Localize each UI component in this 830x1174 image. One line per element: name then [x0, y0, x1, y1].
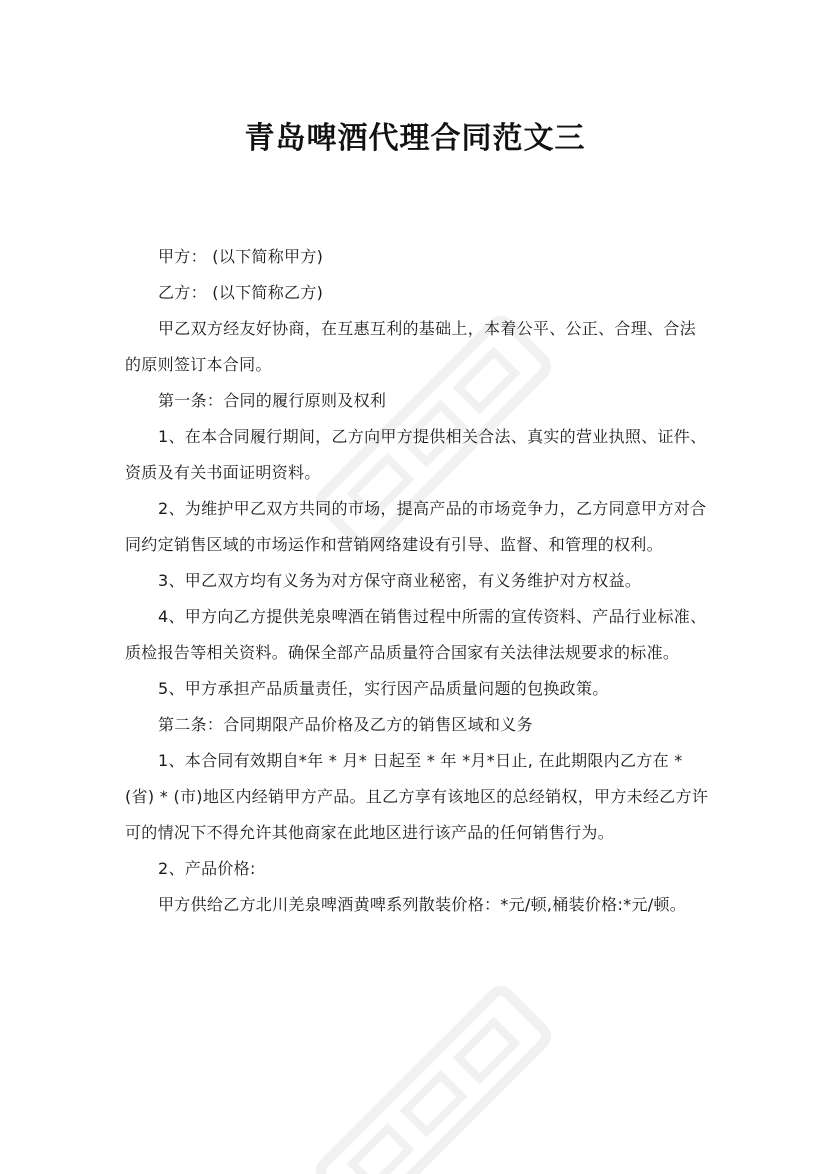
article-one-clause-1: 1、在本合同履行期间，乙方向甲方提供相关合法、真实的营业执照、证件、资质及有关书面证明资料。	[125, 427, 707, 482]
article-one-clause-5: 5、甲方承担产品质量责任，实行因产品质量问题的包换政策。	[158, 679, 609, 698]
document-title: 青岛啤酒代理合同范文三	[244, 121, 586, 156]
article-two-clause-1: 1、本合同有效期自*年 * 月* 日起至 * 年 *月*日止, 在此期限内乙方在 *(省) * (市)地区内经销甲方产品。且乙方享有该地区的总经销权，甲方未经乙方许可的情况下不得允许其他商家在此地区进行该产品的任何销售行为。	[125, 751, 709, 842]
article-one-clause-3: 3、甲乙双方均有义务为对方保守商业秘密，有义务维护对方权益。	[158, 571, 642, 590]
article-two-clause-2: 2、产品价格:	[158, 859, 256, 878]
party-a-line: 甲方： (以下简称甲方)	[158, 247, 324, 266]
price-paragraph: 甲方供给乙方北川羌泉啤酒黄啤系列散装价格：*元/顿,桶装价格:*元/顿。	[158, 895, 687, 914]
article-one-heading: 第一条：合同的履行原则及权利	[158, 391, 387, 410]
document-body	[125, 239, 710, 923]
preamble-paragraph: 甲乙双方经友好协商，在互惠互利的基础上，本着公平、公正、合理、合法的原则签订本合同。	[125, 319, 696, 374]
party-b-line: 乙方： (以下简称乙方)	[158, 283, 324, 302]
article-one-clause-2: 2、为维护甲乙双方共同的市场，提高产品的市场竞争力，乙方同意甲方对合同约定销售区域的市场运作和营销网络建设有引导、监督、和管理的权利。	[125, 499, 707, 554]
article-two-heading: 第二条：合同期限产品价格及乙方的销售区域和义务	[158, 715, 533, 734]
article-one-clause-4: 4、甲方向乙方提供羌泉啤酒在销售过程中所需的宣传资料、产品行业标准、质检报告等相关资料。确保全部产品质量符合国家有关法律法规要求的标准。	[125, 607, 707, 662]
